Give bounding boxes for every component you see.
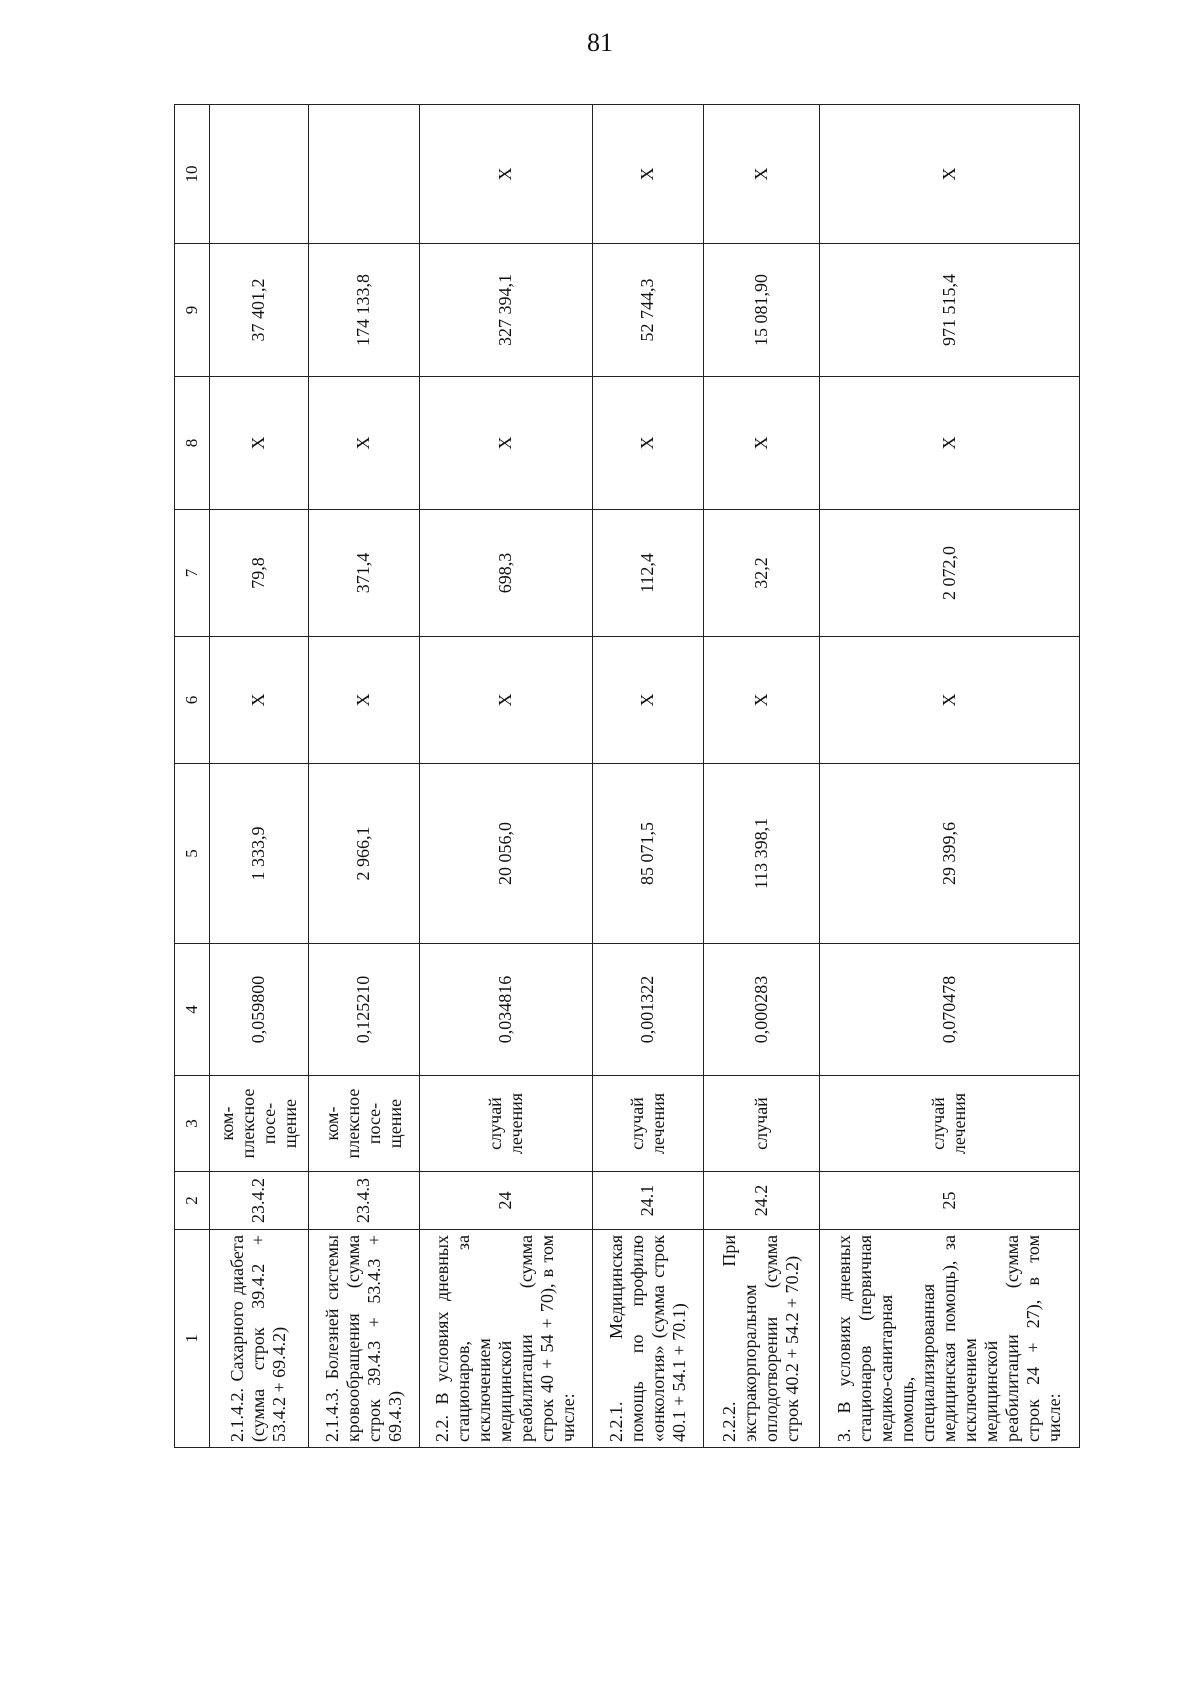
cell-col7: 2 072,0 <box>819 510 1079 637</box>
cell-col8: X <box>592 377 703 510</box>
row-name: 2.1.4.3. Болезней системы кровообращения (сумма строк 39.4.3 + 53.4.3 + 69.4.3) <box>308 1230 419 1448</box>
cell-col10: X <box>819 105 1079 244</box>
cell-col9: 971 515,4 <box>819 244 1079 377</box>
row-code: 24.2 <box>703 1172 819 1230</box>
row-name: 3. В условиях дневных стационаров (первичная медико-санитарная помощь, специализированная медицинская помощь), за исключением медицинской реабилитации (сумма строк 24 + 27), в том числе: <box>819 1230 1079 1448</box>
row-name: 2.2.2. При экстракорпоральном оплодотворении (сумма строк 40.2 + 54.2 + 70.2) <box>703 1230 819 1448</box>
column-header: 6 <box>175 637 210 764</box>
column-header: 1 <box>175 1230 210 1448</box>
cell-col5: 1 333,9 <box>210 764 309 944</box>
row-code: 24.1 <box>592 1172 703 1230</box>
rotated-table-container <box>174 105 1080 1448</box>
row-unit: ком-плексное посе-щение <box>308 1076 419 1172</box>
cell-col6: X <box>819 637 1079 764</box>
header-row <box>175 105 210 1448</box>
cell-col10: X <box>592 105 703 244</box>
table-row <box>592 105 703 1448</box>
column-header: 5 <box>175 764 210 944</box>
row-code: 25 <box>819 1172 1079 1230</box>
cell-col10: X <box>703 105 819 244</box>
row-unit: случай <box>703 1076 819 1172</box>
cell-col9: 37 401,2 <box>210 244 309 377</box>
cell-col7: 112,4 <box>592 510 703 637</box>
cell-col6: X <box>592 637 703 764</box>
table-row <box>819 105 1079 1448</box>
cell-col10 <box>308 105 419 244</box>
cell-col4: 0,070478 <box>819 944 1079 1076</box>
table-row <box>703 105 819 1448</box>
table-row <box>210 105 309 1448</box>
row-code: 24 <box>419 1172 592 1230</box>
cell-col5: 113 398,1 <box>703 764 819 944</box>
column-header: 7 <box>175 510 210 637</box>
column-header: 9 <box>175 244 210 377</box>
cell-col8: X <box>419 377 592 510</box>
cell-col5: 29 399,6 <box>819 764 1079 944</box>
table-row <box>308 105 419 1448</box>
row-unit: случай лечения <box>592 1076 703 1172</box>
cell-col8: X <box>703 377 819 510</box>
cell-col4: 0,125210 <box>308 944 419 1076</box>
column-header: 10 <box>175 105 210 244</box>
row-code: 23.4.3 <box>308 1172 419 1230</box>
cell-col10: X <box>419 105 592 244</box>
cell-col7: 371,4 <box>308 510 419 637</box>
table-row <box>419 105 592 1448</box>
row-name: 2.2. В условиях дневных стационаров, за исключением медицинской реабилитации (сумма строк 40 + 54 + 70), в том числе: <box>419 1230 592 1448</box>
cell-col9: 174 133,8 <box>308 244 419 377</box>
cell-col6: X <box>703 637 819 764</box>
column-header: 3 <box>175 1076 210 1172</box>
column-header: 8 <box>175 377 210 510</box>
cell-col9: 15 081,90 <box>703 244 819 377</box>
data-table <box>174 104 1080 1448</box>
cell-col6: X <box>210 637 309 764</box>
cell-col9: 327 394,1 <box>419 244 592 377</box>
cell-col7: 698,3 <box>419 510 592 637</box>
row-unit: случай лечения <box>819 1076 1079 1172</box>
cell-col10 <box>210 105 309 244</box>
cell-col8: X <box>819 377 1079 510</box>
page-number: 81 <box>587 28 613 57</box>
cell-col7: 32,2 <box>703 510 819 637</box>
cell-col5: 2 966,1 <box>308 764 419 944</box>
cell-col4: 0,034816 <box>419 944 592 1076</box>
row-unit: ком-плексное посе-щение <box>210 1076 309 1172</box>
cell-col8: X <box>308 377 419 510</box>
row-name: 2.1.4.2. Сахарного диабета (сумма строк 39.4.2 + 53.4.2 + 69.4.2) <box>210 1230 309 1448</box>
row-code: 23.4.2 <box>210 1172 309 1230</box>
cell-col4: 0,001322 <box>592 944 703 1076</box>
row-name: 2.2.1. Медицинская помощь по профилю «онкология» (сумма строк 40.1 + 54.1 + 70.1) <box>592 1230 703 1448</box>
cell-col9: 52 744,3 <box>592 244 703 377</box>
cell-col6: X <box>308 637 419 764</box>
cell-col8: X <box>210 377 309 510</box>
cell-col7: 79,8 <box>210 510 309 637</box>
cell-col5: 85 071,5 <box>592 764 703 944</box>
row-unit: случай лечения <box>419 1076 592 1172</box>
column-header: 2 <box>175 1172 210 1230</box>
cell-col5: 20 056,0 <box>419 764 592 944</box>
column-header: 4 <box>175 944 210 1076</box>
cell-col4: 0,000283 <box>703 944 819 1076</box>
cell-col4: 0,059800 <box>210 944 309 1076</box>
cell-col6: X <box>419 637 592 764</box>
